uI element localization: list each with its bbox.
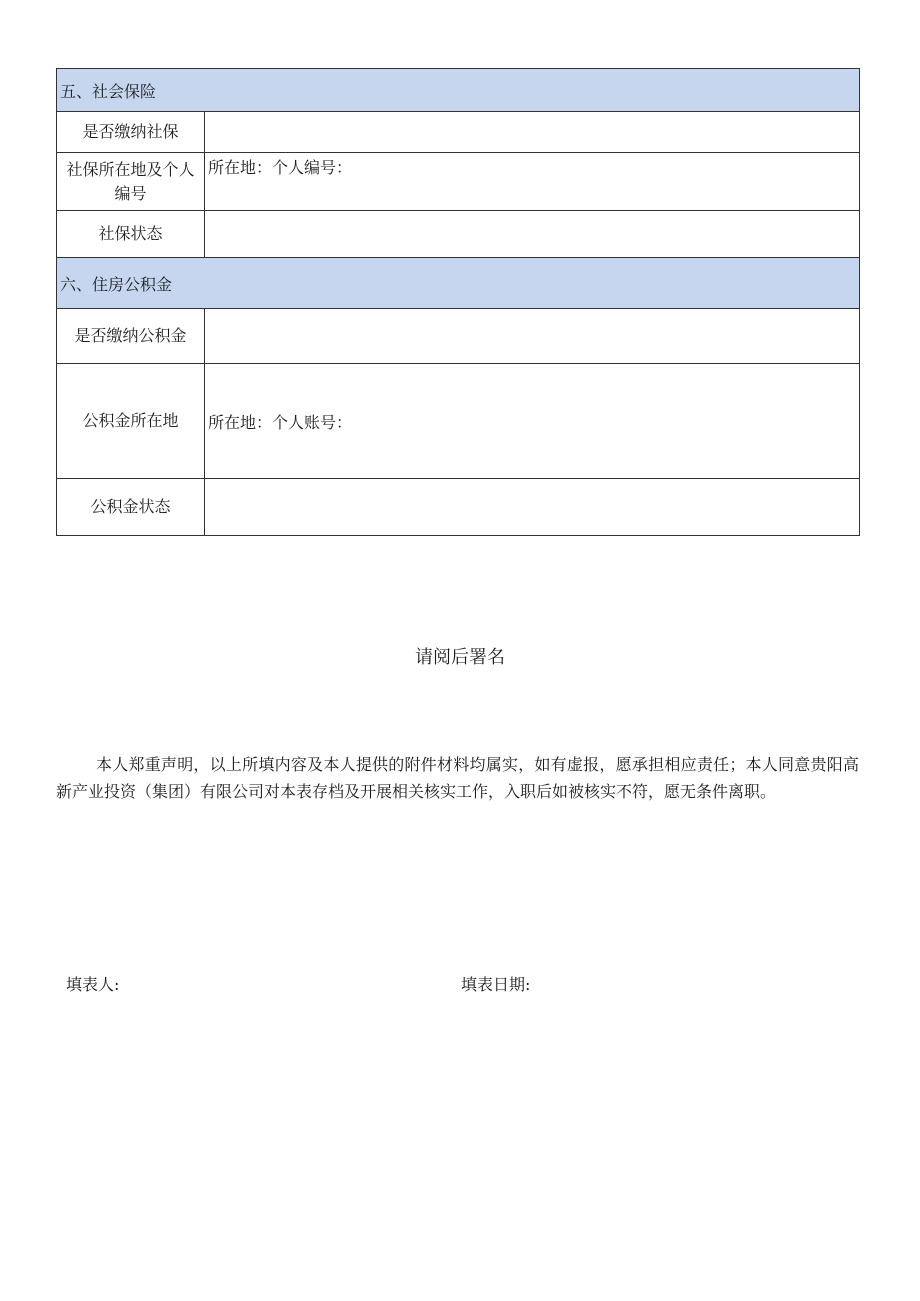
field-value-social-insurance-location[interactable]: 所在地：个人编号： (205, 153, 860, 211)
signature-title: 请阅后署名 (415, 647, 505, 668)
field-value-housing-fund-paid[interactable] (205, 309, 860, 364)
field-label: 是否缴纳社保 (57, 112, 205, 153)
section-header-row (57, 69, 860, 112)
declaration-text: 本人郑重声明，以上所填内容及本人提供的附件材料均属实，如有虚报，愿承担相应责任；本人同意贵阳高新产业投资（集团）有限公司对本表存档及开展相关核实工作，入职后如被核实不符，愿无条件离职。 (56, 755, 859, 801)
table-row (57, 479, 860, 536)
field-value-housing-fund-status[interactable] (205, 479, 860, 536)
field-value-social-insurance-status[interactable] (205, 211, 860, 258)
section-title-housing-fund: 六、住房公积金 (57, 258, 860, 309)
filler-label: 填表人: (66, 975, 120, 994)
field-value-social-insurance-paid[interactable] (205, 112, 860, 153)
table-row (57, 364, 860, 479)
section-header-row (57, 258, 860, 309)
table-row (57, 309, 860, 364)
table-row (57, 112, 860, 153)
field-label: 是否缴纳公积金 (57, 309, 205, 364)
table-row (57, 211, 860, 258)
field-label: 社保状态 (57, 211, 205, 258)
field-label: 公积金所在地 (57, 364, 205, 479)
table-row (57, 153, 860, 211)
section-title-social-insurance: 五、社会保险 (57, 69, 860, 112)
fill-date-label: 填表日期: (461, 975, 531, 994)
field-label: 公积金状态 (57, 479, 205, 536)
field-value-housing-fund-location[interactable]: 所在地：个人账号： (205, 364, 860, 479)
field-label: 社保所在地及个人编号 (57, 153, 205, 211)
info-form-table (56, 68, 860, 536)
